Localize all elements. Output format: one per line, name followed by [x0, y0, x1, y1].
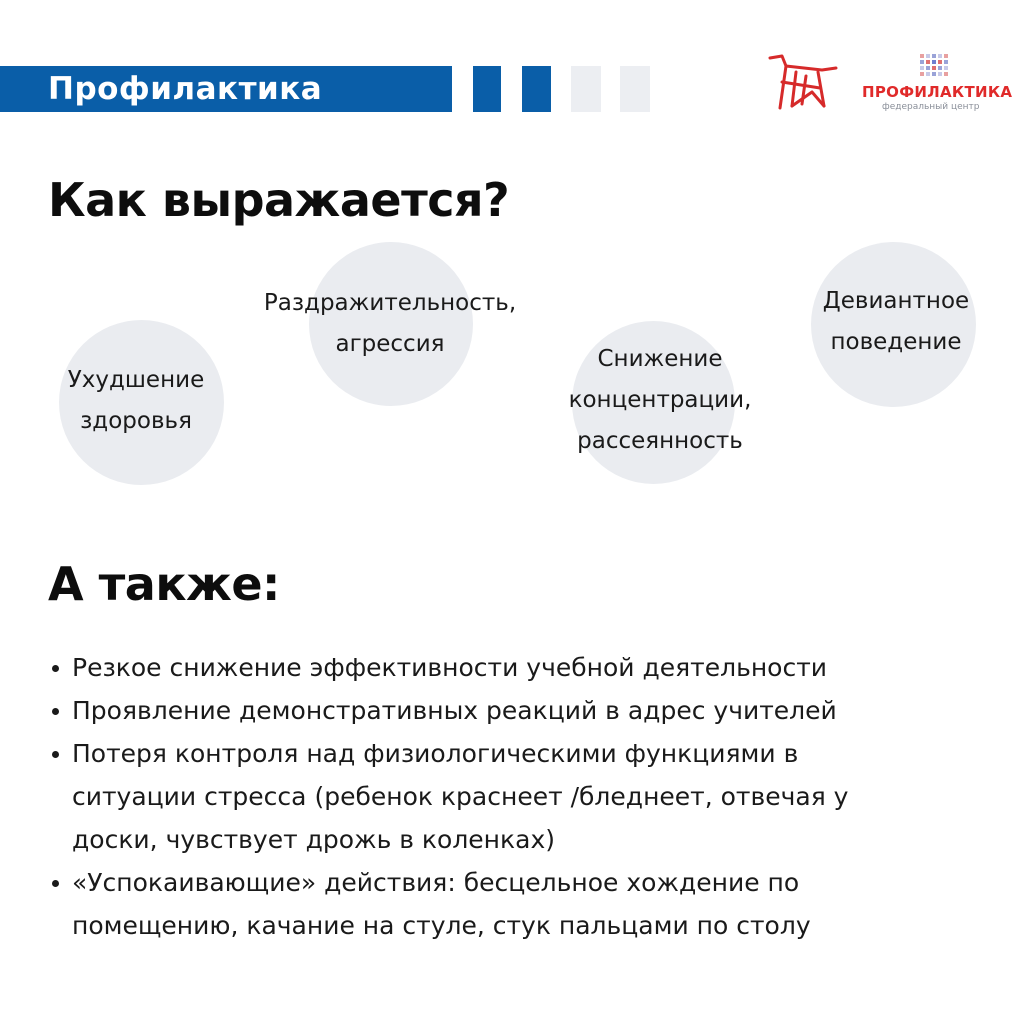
- bullet-list: [48, 646, 988, 947]
- circle-label-line: рассеянность: [577, 428, 743, 454]
- circle-label-line: Девиантное: [822, 288, 970, 314]
- decor-square-4: [620, 66, 650, 112]
- decor-square-2: [522, 66, 551, 112]
- list-item: [48, 732, 988, 861]
- circle-label-line: поведение: [830, 329, 962, 355]
- section-heading-also: А также:: [48, 557, 280, 611]
- list-item-line: Потеря контроля над физиологическими функциями в: [72, 739, 799, 768]
- list-item: [48, 689, 988, 732]
- bullet-dot-icon: [52, 880, 59, 887]
- bullet-dot-icon: [52, 708, 59, 715]
- list-item-line: Проявление демонстративных реакций в адрес учителей: [72, 696, 837, 725]
- header-title: Профилактика: [48, 71, 323, 107]
- decor-square-3: [571, 66, 601, 112]
- list-item-line: помещению, качание на стуле, стук пальцами по столу: [72, 911, 811, 940]
- circle-label-health: [40, 360, 232, 442]
- circle-label-line: здоровья: [80, 408, 192, 434]
- bullet-dot-icon: [52, 751, 59, 758]
- decor-square-1: [473, 66, 501, 112]
- list-item-line: ситуации стресса (ребенок краснеет /бледнеет, отвечая у: [72, 782, 849, 811]
- list-item-line: доски, чувствует дрожь в коленках): [72, 825, 555, 854]
- list-item: [48, 646, 988, 689]
- dot-grid-logo-icon: [920, 54, 948, 78]
- list-item: [48, 861, 988, 947]
- circle-label-line: Ухудшение: [67, 367, 205, 393]
- circle-label-deviant: [796, 281, 996, 363]
- chair-logo-icon: [766, 52, 838, 112]
- circle-label-line: концентрации,: [568, 387, 752, 413]
- circle-label-line: Снижение: [597, 346, 723, 372]
- circle-label-line: Раздражительность,: [263, 290, 517, 316]
- bullet-dot-icon: [52, 665, 59, 672]
- circle-label-line: агрессия: [335, 331, 445, 357]
- logo-subtitle: федеральный центр: [882, 102, 980, 112]
- circle-label-concentration: [540, 339, 780, 462]
- circle-label-irritability: [240, 283, 540, 365]
- section-heading-how: Как выражается?: [48, 173, 510, 227]
- list-item-line: «Успокаивающие» действия: бесцельное хождение по: [72, 868, 800, 897]
- logo-title: ПРОФИЛАКТИКА: [862, 83, 1013, 101]
- list-item-line: Резкое снижение эффективности учебной деятельности: [72, 653, 828, 682]
